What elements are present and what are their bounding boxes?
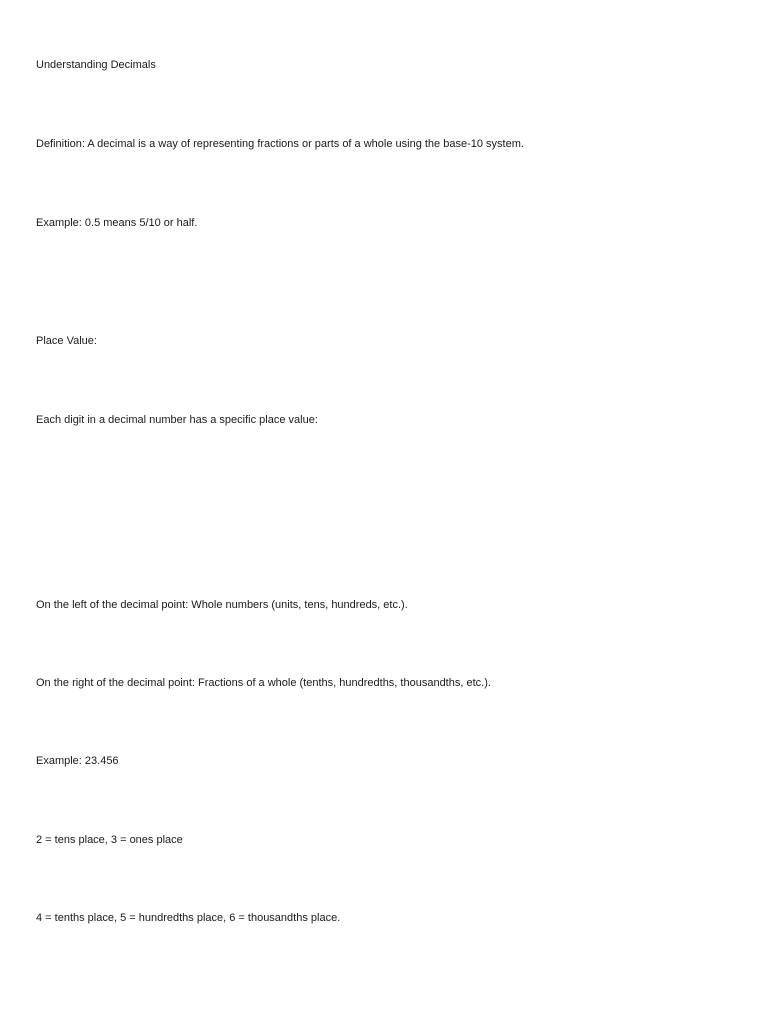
place-value-example: Example: 23.456 [36,755,119,767]
place-value-heading: Place Value: [36,335,97,347]
document-title: Understanding Decimals [36,59,156,71]
right-of-decimal-text: On the right of the decimal point: Fractions of a whole (tenths, hundredths, thousandths, etc.). [36,677,491,689]
place-value-intro: Each digit in a decimal number has a specific place value: [36,414,318,426]
definition-example: Example: 0.5 means 5/10 or half. [36,217,198,229]
definition-text: Definition: A decimal is a way of representing fractions or parts of a whole using the base-10 system. [36,138,524,150]
whole-digits-explanation: 2 = tens place, 3 = ones place [36,834,183,846]
decimal-digits-explanation: 4 = tenths place, 5 = hundredths place, 6 = thousandths place. [36,912,341,924]
left-of-decimal-text: On the left of the decimal point: Whole numbers (units, tens, hundreds, etc.). [36,599,408,611]
